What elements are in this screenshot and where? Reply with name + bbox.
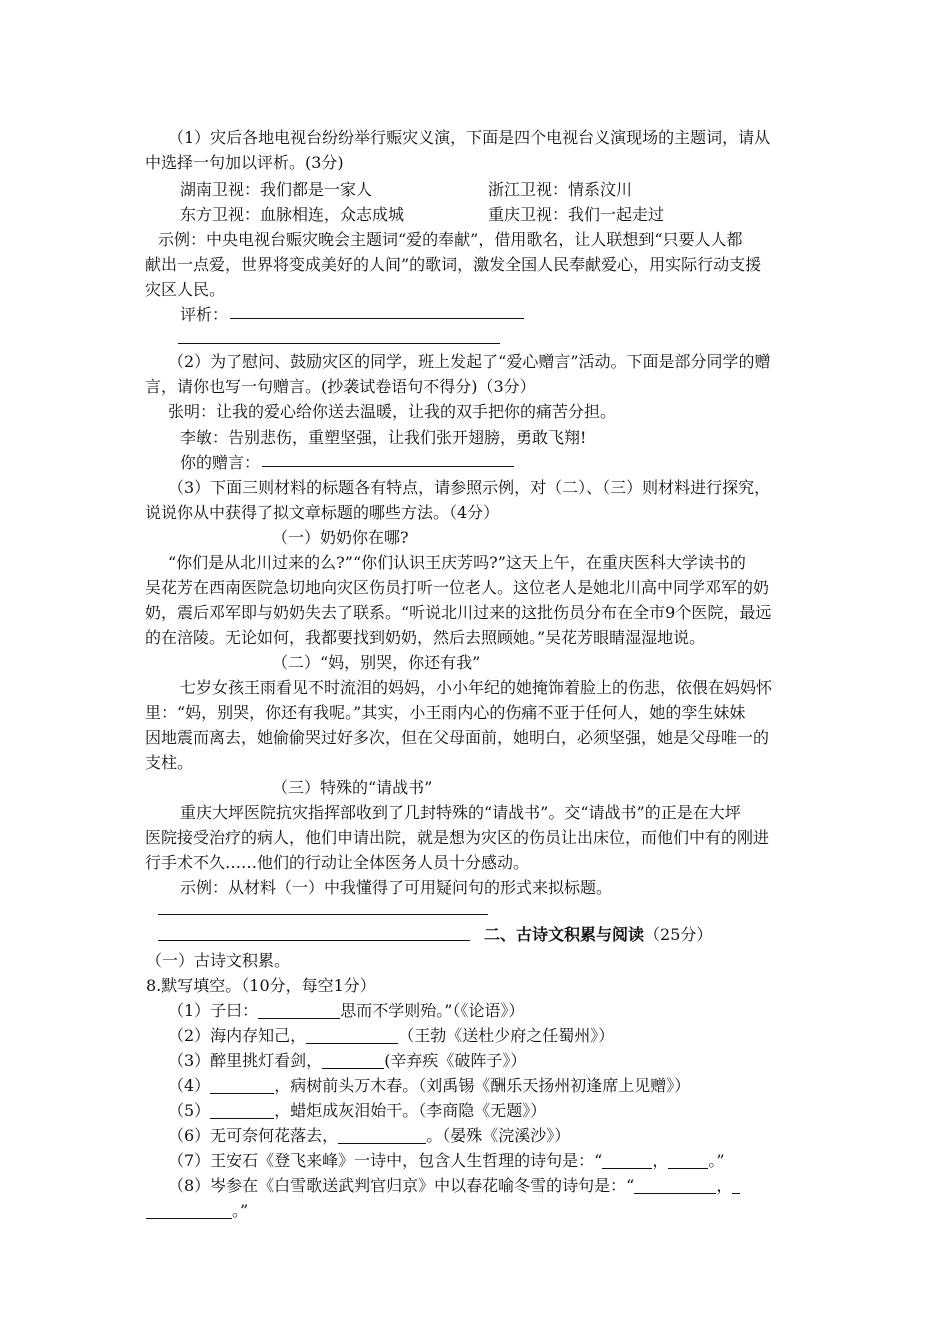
material2-line1: 七岁女孩王雨看见不时流泪的妈妈，小小年纪的她掩饰着脸上的伤悲，依偎在妈妈怀 (180, 678, 773, 697)
material2-title: （二）“妈，别哭，你还有我” (272, 653, 481, 672)
q8-item-4 (168, 1076, 690, 1096)
material2-line2: 里：“妈，别哭，你还有我呢。”其实，小王雨内心的伤痛不亚于任何人，她的孪生妹妹 (145, 703, 746, 722)
q8-blank-8b-start[interactable] (732, 1178, 740, 1194)
q1-prompt-line2: 中选择一句加以评析。(3分) (145, 153, 344, 172)
q8-item-2 (168, 1026, 614, 1046)
q8-item-6-text-a: （6）无可奈何花落去， (168, 1126, 339, 1145)
q8-blank-8a[interactable] (634, 1178, 716, 1194)
q8-item-1 (168, 1001, 524, 1021)
material2-line3: 因地震而离去，她偷偷哭过好多次，但在父母面前，她明白，必须坚强，她是父母唯一的 (145, 728, 770, 747)
q1-answer-line-1[interactable] (230, 318, 524, 319)
section2-score: （25分） (644, 925, 713, 944)
q1-answer-line-2[interactable] (178, 343, 500, 344)
q8-blank-5[interactable] (210, 1103, 274, 1119)
q8-item-8-sep: ， (716, 1176, 733, 1195)
material1-line2: 吴花芳在西南医院急切地向灾区伤员打听一位老人。这位老人是她北川高中同学邓军的奶 (145, 578, 770, 597)
q2-prompt-line2: 言，请你也写一句赠言。(抄袭试卷语句不得分)（3分） (145, 377, 536, 396)
q8-item-7-end: 。” (708, 1151, 725, 1170)
q8-item-7 (168, 1151, 725, 1171)
q8-item-6 (168, 1126, 570, 1146)
q8-blank-7a[interactable] (602, 1153, 652, 1169)
q1-dongfang: 东方卫视：血脉相连，众志成城 (180, 205, 405, 224)
q8-item-6-text-b: 。（晏殊《浣溪沙》） (426, 1126, 571, 1145)
q2-prompt-line1: （2）为了慰问、鼓励灾区的同学，班上发起了“爱心赠言”活动。下面是部分同学的赠 (168, 352, 771, 371)
q8-blank-2[interactable] (306, 1028, 398, 1044)
q8-item-3 (168, 1051, 526, 1071)
q8-item-1-text-b: 思而不学则殆。”（《论语》） (340, 1001, 525, 1020)
q8-item-4-text-a: （4） (168, 1076, 211, 1095)
q2-zhangming: 张明：让我的爱心给你送去温暖，让我的双手把你的痛苦分担。 (168, 402, 617, 421)
section2-heading: 二、古诗文积累与阅读 (484, 925, 645, 944)
q8-blank-8b[interactable] (146, 1203, 232, 1219)
section2-subheading: （一）古诗文积累。 (146, 951, 291, 970)
section2-heading-row (484, 925, 712, 945)
q2-your-label: 你的赠言： (180, 453, 261, 472)
q8-item-7-sep: ， (652, 1151, 669, 1170)
q8-item-8-end: 。” (232, 1201, 249, 1220)
q3-prompt-line2: 说说你从中获得了拟文章标题的哪些方法。（4分） (145, 503, 500, 522)
q1-example-line3: 灾区人民。 (145, 280, 226, 299)
material3-title: （三）特殊的“请战书” (272, 778, 433, 797)
material1-line4: 的在涪陵。无论如何，我都要找到奶奶，然后去照顾她。”吴花芳眼睛湿湿地说。 (145, 628, 706, 647)
q3-answer-line-2[interactable] (158, 940, 470, 941)
q8-item-8 (168, 1176, 740, 1196)
q8-blank-4[interactable] (210, 1078, 274, 1094)
q8-blank-3[interactable] (322, 1053, 384, 1069)
q8-item-8-cont (146, 1201, 248, 1221)
q8-item-1-text-a: （1）子曰： (168, 1001, 259, 1020)
q8-item-2-text-b: （王勃《送杜少府之任蜀州》） (398, 1026, 615, 1045)
material3-line1: 重庆大坪医院抗灾指挥部收到了几封特殊的“请战书”。交“请战书”的正是在大坪 (180, 803, 741, 822)
q8-blank-7b[interactable] (668, 1153, 708, 1169)
q8-item-3-text-a: （3）醉里挑灯看剑， (168, 1051, 323, 1070)
q8-blank-1[interactable] (258, 1003, 340, 1019)
q8-item-5-text-b: ，蜡炬成灰泪始干。（李商隐《无题》） (274, 1101, 547, 1120)
q2-limin: 李敏：告别悲伤，重塑坚强，让我们张开翅膀，勇敢飞翔! (180, 428, 587, 447)
material1-title: （一）奶奶你在哪? (272, 528, 409, 547)
q1-chongqing: 重庆卫视：我们一起走过 (488, 205, 665, 224)
q8-item-2-text-a: （2）海内存知己， (168, 1026, 307, 1045)
q1-zhejiang: 浙江卫视：情系汶川 (488, 180, 633, 199)
q1-example-line1: 示例：中央电视台赈灾晚会主题词“爱的奉献”，借用歌名，让人联想到“只要人人都 (158, 230, 743, 249)
material1-line3: 奶，震后邓军即与奶奶失去了联系。“听说北川过来的这批伤员分布在全市9个医院，最远 (145, 603, 772, 622)
material2-line4: 支柱。 (145, 753, 194, 772)
q3-example: 示例：从材料（一）中我懂得了可用疑问句的形式来拟标题。 (180, 878, 613, 897)
material3-line3: 行手术不久……他们的行动让全体医务人员十分感动。 (145, 853, 530, 872)
q3-answer-line-1[interactable] (158, 914, 488, 915)
q8-title: 8.默写填空。（10分，每空1分） (146, 976, 376, 995)
material1-line1: “你们是从北川过来的么?”“你们认识王庆芳吗?”这天上午，在重庆医科大学读书的 (168, 553, 746, 572)
q1-comment-label: 评析： (180, 305, 229, 324)
q8-item-7-text-a: （7）王安石《登飞来峰》一诗中，包含人生哲理的诗句是：“ (168, 1151, 603, 1170)
q3-prompt-line1: （3）下面三则材料的标题各有特点，请参照示例，对（二）、（三）则材料进行探究， (168, 478, 771, 497)
q8-item-5 (168, 1101, 546, 1121)
q1-prompt-line1: （1）灾后各地电视台纷纷举行赈灾义演，下面是四个电视台义演现场的主题词，请从 (168, 128, 771, 147)
material3-line2: 医院接受治疗的病人，他们申请出院，就是想为灾区的伤员让出床位，而他们中有的刚进 (145, 828, 770, 847)
q8-item-5-text-a: （5） (168, 1101, 211, 1120)
q2-answer-line[interactable] (262, 466, 514, 467)
q1-hunan: 湖南卫视：我们都是一家人 (180, 180, 373, 199)
q8-item-8-text-a: （8）岑参在《白雪歌送武判官归京》中以春花喻冬雪的诗句是：“ (168, 1176, 635, 1195)
q1-example-line2: 献出一点爱，世界将变成美好的人间”的歌词，激发全国人民奉献爱心，用实际行动支援 (145, 255, 762, 274)
q8-item-3-text-b: (辛弃疾《破阵子》） (384, 1051, 527, 1070)
q8-blank-6[interactable] (338, 1128, 426, 1144)
q8-item-4-text-b: ，病树前头万木春。（刘禹锡《酬乐天扬州初逢席上见赠》） (274, 1076, 691, 1095)
